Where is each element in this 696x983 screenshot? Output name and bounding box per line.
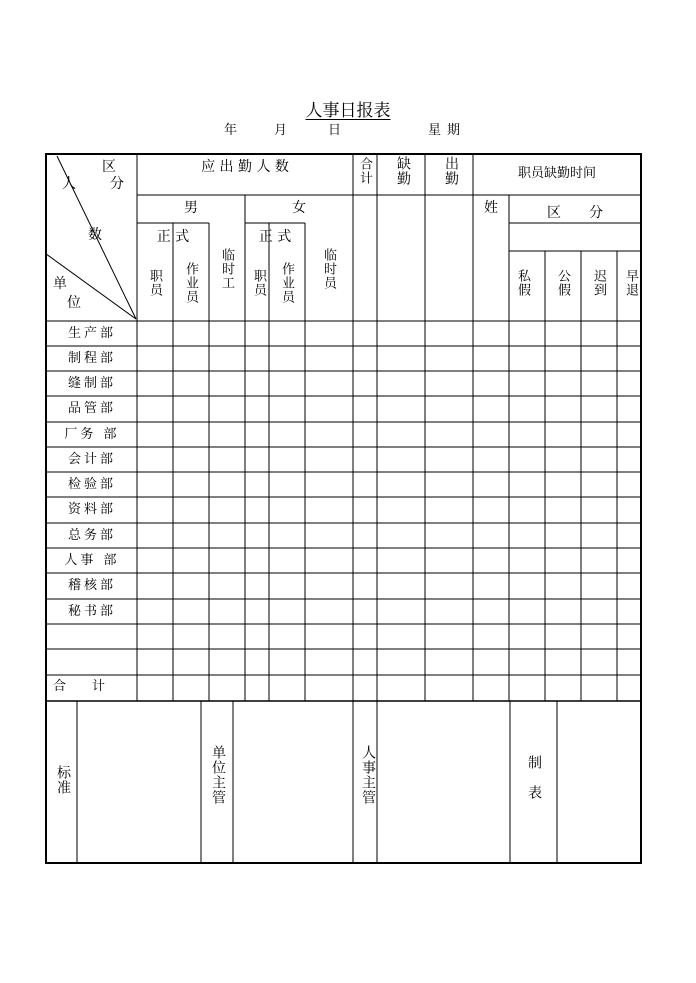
category-header: 区 分 — [547, 205, 603, 221]
date-year-label: 年 — [224, 123, 238, 138]
diag-label-shu: 数 — [88, 227, 102, 243]
name-header: 姓 — [484, 200, 498, 216]
prepared-by-label: 制表 — [526, 755, 542, 815]
diag-label-dan: 单 — [53, 276, 67, 292]
department-label: 人事 部 — [64, 553, 120, 568]
diag-label-fen: 分 — [110, 176, 124, 192]
male-staff-header: 职员 — [147, 269, 162, 297]
department-label: 总务部 — [67, 528, 116, 543]
department-label — [48, 649, 136, 674]
department-label: 制程部 — [67, 351, 116, 366]
female-header: 女 — [292, 200, 306, 216]
absent-column-header: 缺勤 — [395, 156, 411, 186]
female-staff-header: 职员 — [251, 269, 266, 297]
expected-attendance-header: 应 出 勤 人 数 — [201, 159, 289, 175]
staff-absence-time-header: 职员缺勤时间 — [517, 166, 596, 181]
page-title: 人事日报表 — [305, 101, 391, 121]
attended-column-header: 出勤 — [443, 156, 459, 186]
female-worker-header: 作业员 — [279, 262, 294, 304]
male-header: 男 — [184, 200, 198, 216]
date-day-label: 日 — [328, 123, 342, 138]
date-weekday-label: 星期 — [428, 123, 467, 138]
female-temp-staff-header: 临时员 — [321, 248, 336, 290]
hr-supervisor-label: 人事主管 — [360, 745, 376, 805]
official-leave-header: 公假 — [555, 269, 570, 297]
total-row-label: 合 计 — [53, 679, 106, 694]
male-temp-worker-header: 临时工 — [219, 248, 234, 290]
total-column-header: 合计 — [357, 157, 372, 185]
male-worker-header: 作业员 — [183, 262, 198, 304]
diag-label-ren: 人 — [62, 176, 76, 192]
department-label: 秘书部 — [67, 604, 116, 619]
diag-label-wei: 位 — [67, 295, 81, 311]
late-header: 迟到 — [591, 269, 606, 297]
department-label: 资料部 — [67, 502, 116, 517]
date-month-label: 月 — [274, 123, 288, 138]
early-leave-header: 早退 — [623, 269, 638, 297]
male-formal-header: 正 式 — [156, 229, 190, 245]
standard-label: 标准 — [55, 765, 71, 795]
female-formal-header: 正 式 — [258, 229, 292, 245]
department-label: 厂务 部 — [64, 427, 120, 442]
personal-leave-header: 私假 — [515, 269, 530, 297]
department-label: 稽核部 — [67, 578, 116, 593]
unit-supervisor-label: 单位主管 — [210, 745, 226, 805]
department-label: 会计部 — [67, 452, 116, 467]
diag-label-qu: 区 — [102, 159, 116, 175]
department-label: 检验部 — [67, 477, 116, 492]
department-label — [48, 624, 136, 649]
department-label: 生产部 — [67, 326, 116, 341]
department-label: 品管部 — [67, 401, 116, 416]
department-label: 缝制部 — [67, 376, 116, 391]
